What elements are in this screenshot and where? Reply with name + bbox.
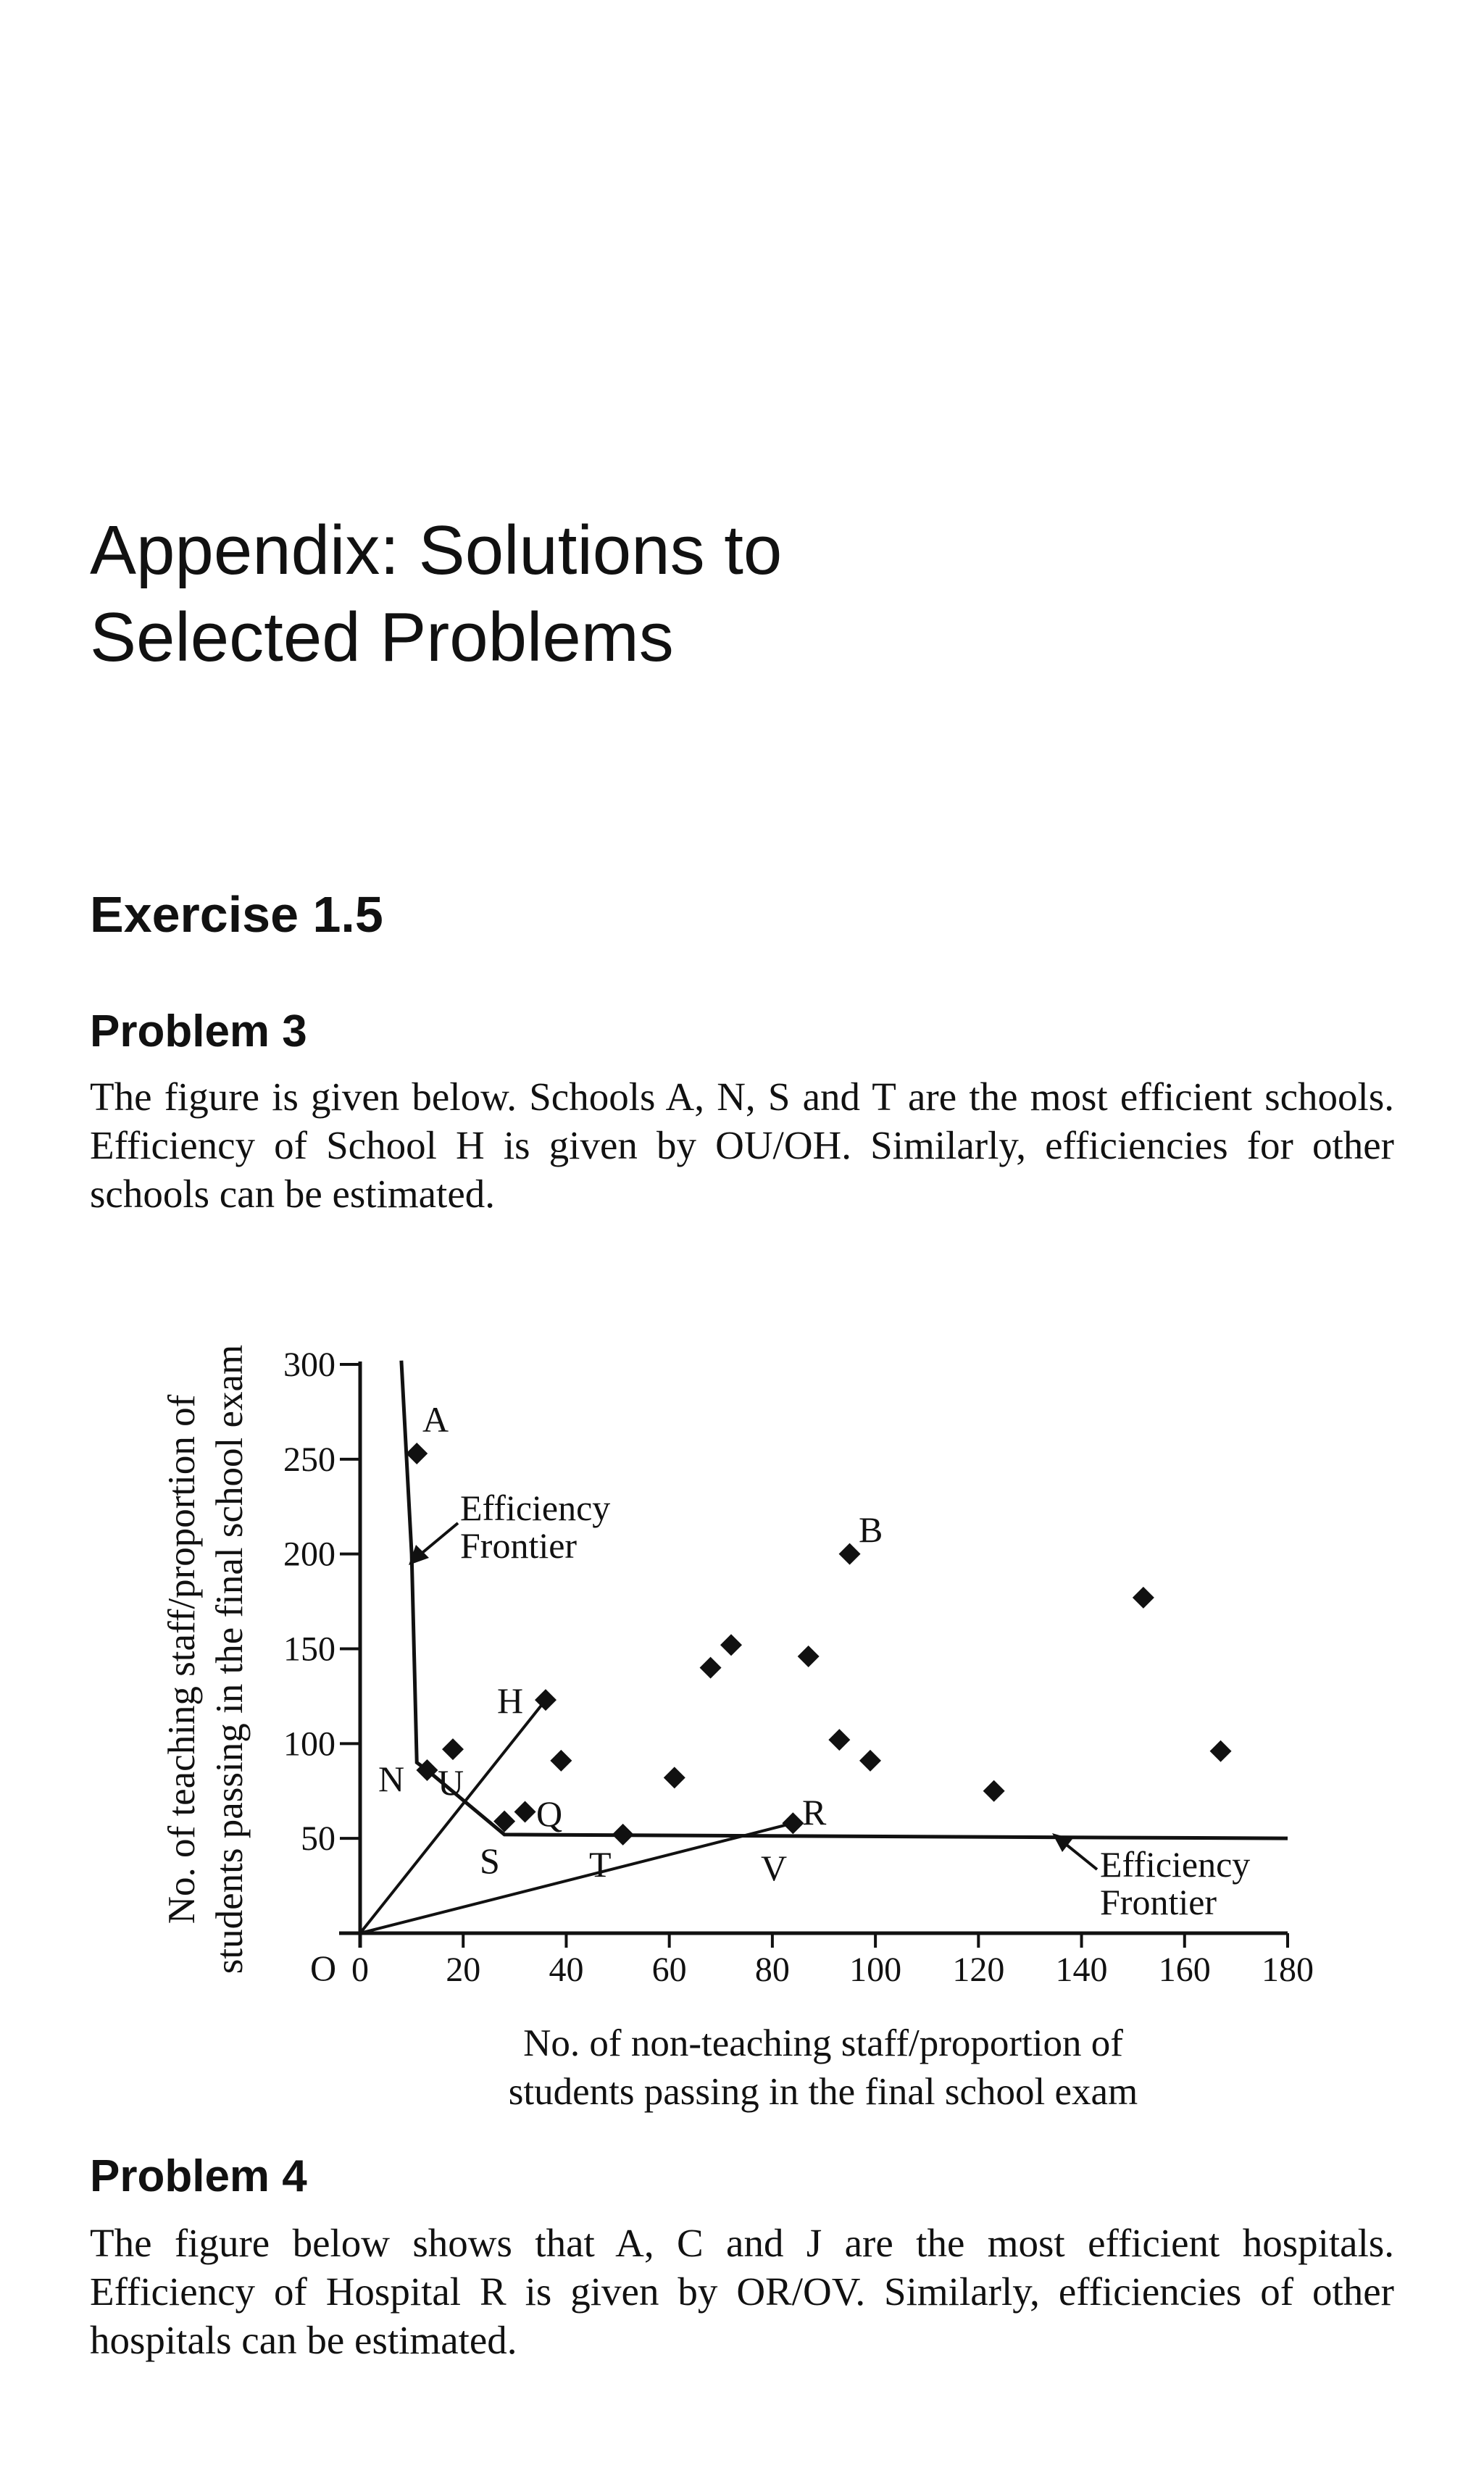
data-point-q [514,1801,536,1823]
chapter-title-line-2: Selected Problems [90,599,674,676]
data-point [1133,1587,1154,1609]
point-label-u: U [438,1762,464,1803]
y-axis-label-line-2: students passing in the final school exam [209,1344,251,1974]
data-point [550,1750,572,1772]
data-point [664,1767,685,1788]
origin-label: O [310,1948,337,1988]
chapter-title-line-1: Appendix: Solutions to [90,512,783,589]
scatter-chart [0,1261,1484,2130]
ray-o-h [360,1700,546,1933]
data-point [798,1646,820,1667]
efficiency-frontier [401,1361,1288,1838]
y-tick-label: 100 [283,1725,335,1764]
data-point [859,1750,881,1772]
chapter-title [90,507,782,681]
data-point-r [782,1812,804,1834]
data-point [983,1780,1005,1802]
problem-3-text: The figure is given below. Schools A, N, S and T are the most efficient schools. Efficiency of School H is given by OU/OH. Similarly, efficiencies for other schools can be estimated. [90,1075,1394,1216]
y-tick-label: 200 [283,1535,335,1574]
data-point-t [612,1824,634,1846]
annotation-2-line-2: Frontier [1100,1882,1217,1922]
annotation-2-line-1: Efficiency [1100,1844,1251,1885]
y-tick-label: 300 [283,1346,335,1384]
x-tick-label: 40 [549,1951,584,1989]
x-tick-label: 80 [754,1951,790,1989]
annotations [409,1488,1250,1922]
data-point-a [406,1443,428,1464]
problem-4-text: The figure below shows that A, C and J are the most efficient hospitals. Efficiency of Hospital R is given by OR/OV. Similarly, efficiencies of other hospitals can be estimated. [90,2221,1394,2362]
x-axis-label-line-2: students passing in the final school exam [508,2071,1138,2113]
x-tick-label: 20 [446,1951,481,1989]
y-tick-label: 50 [301,1819,335,1859]
data-point [700,1657,722,1679]
data-point [828,1729,850,1751]
point-label-h: H [497,1680,524,1721]
problem-3-heading: Problem 3 [90,1006,307,1056]
exercise-heading: Exercise 1.5 [90,886,383,943]
problem-4-heading: Problem 4 [90,2151,307,2201]
point-label-t: T [589,1844,612,1885]
x-tick-label: 60 [651,1951,687,1989]
x-tick-label: 180 [1262,1951,1314,1989]
point-label-q: Q [536,1793,563,1834]
data-point [1210,1740,1232,1762]
ray-o-r [360,1823,793,1933]
frontier-line [401,1361,1288,1838]
x-tick-label: 100 [849,1951,902,1989]
x-tick-label: 140 [1055,1951,1108,1989]
x-tick-label: 0 [351,1951,369,1989]
point-label-r: R [802,1792,827,1832]
point-label-a: A [422,1399,449,1440]
y-axis-label-line-1: No. of teaching staff/proportion of [161,1394,203,1924]
data-point [720,1634,742,1656]
y-tick-label: 150 [283,1630,335,1669]
point-label-n: N [378,1759,405,1799]
data-point-b [839,1543,861,1565]
point-label-s: S [480,1840,500,1881]
point-label-b: B [859,1509,883,1550]
efficiency-frontier-figure [0,1261,1484,2134]
point-label-v: V [761,1848,788,1888]
rays [360,1700,793,1933]
x-tick-label: 120 [952,1951,1005,1989]
data-point-u [442,1738,464,1760]
annotation-1-line-1: Efficiency [460,1488,611,1528]
x-axis-label-line-1: No. of non-teaching staff/proportion of [523,2022,1123,2064]
x-tick-label: 160 [1158,1951,1211,1989]
annotation-1-line-2: Frontier [460,1525,578,1566]
y-tick-label: 250 [283,1440,335,1479]
